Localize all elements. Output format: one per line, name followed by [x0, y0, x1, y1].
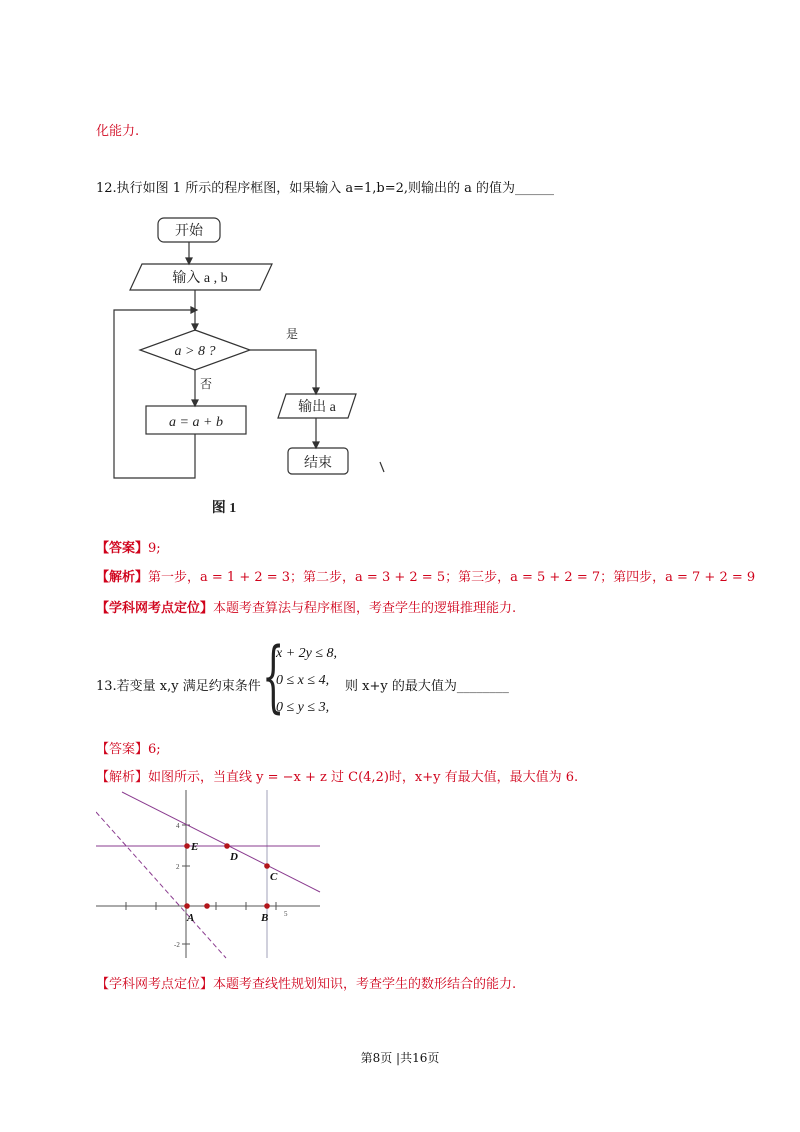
q12-answer-label: 【答案】 [96, 541, 149, 556]
q13-analysis [96, 766, 578, 785]
tick-label-5: 5 [284, 910, 288, 918]
q12-analysis-label: 【解析】 [96, 570, 149, 585]
q12-point [96, 597, 516, 616]
flowchart-condition-label: a > 8 ? [174, 344, 216, 359]
q13-answer [96, 738, 161, 757]
point-c [264, 863, 270, 869]
linear-programming-graph [96, 790, 324, 960]
q13-answer-value: 6; [148, 742, 161, 757]
label-d: D [230, 851, 238, 863]
tick-label-4: 4 [176, 822, 180, 830]
flowchart-output-label: 输出 a [298, 400, 336, 415]
flowchart-no-label: 否 [200, 377, 213, 391]
q12-answer [96, 537, 161, 556]
q13-point-text: 本题考查线性规划知识，考查学生的数形结合的能力. [213, 977, 517, 992]
flowchart-end-label: 结束 [304, 456, 332, 471]
constraint-3: 0 ≤ y ≤ 3, [276, 700, 330, 715]
label-e: E [191, 841, 199, 853]
q13-answer-label: 【答案】 [96, 742, 149, 757]
flowchart-input-label: 输入 a , b [172, 271, 228, 286]
label-a: A [187, 912, 195, 924]
flowchart-start-label: 开始 [175, 224, 203, 239]
question-12: 12.执行如图 1 所示的程序框图，如果输入 a=1,b=2,则输出的 a 的值为______ [96, 181, 555, 196]
continued-text: 化能力. [96, 124, 140, 139]
q13-analysis-text: 如图所示，当直线 y = −x + z 过 C(4,2)时，x+y 有最大值，最大值为 6. [148, 770, 579, 785]
label-c: C [270, 871, 278, 883]
tick-label-neg2: -2 [174, 941, 180, 949]
q12-point-text: 本题考查算法与程序框图，考查学生的逻辑推理能力. [213, 601, 517, 616]
point-b [264, 903, 270, 909]
label-b: B [261, 912, 269, 924]
flowchart-caption: 图 1 [211, 501, 237, 516]
q12-analysis [96, 566, 755, 585]
q12-point-label: 【学科网考点定位】 [96, 601, 214, 616]
tick-label-2: 2 [176, 863, 180, 871]
point-mid [204, 903, 210, 909]
q13-point-label: 【学科网考点定位】 [96, 977, 214, 992]
flowchart [100, 210, 390, 520]
objective-line [96, 812, 226, 958]
q13-analysis-label: 【解析】 [96, 770, 149, 785]
question-13-suffix: 则 x+y 的最大值为________ [345, 679, 509, 694]
constraint-1: x + 2y ≤ 8, [276, 646, 338, 661]
page-footer: 第8页 |共16页 [360, 1051, 440, 1065]
q12-analysis-text: 第一步，a = 1 + 2 = 3；第二步，a = 3 + 2 = 5；第三步，a = 5 + 2 = 7；第四步，a = 7 + 2 = 9 [148, 570, 756, 585]
flowchart-yes-label: 是 [286, 327, 299, 341]
line-x-plus-2y-8 [122, 792, 320, 892]
question-13-prefix: 13.若变量 x,y 满足约束条件 [96, 679, 261, 694]
flowchart-process-label: a = a + b [169, 415, 223, 430]
q13-point [96, 973, 516, 992]
constraint-2: 0 ≤ x ≤ 4, [276, 673, 330, 688]
brace-symbol: { [262, 632, 285, 722]
point-e [184, 843, 190, 849]
q12-answer-value: 9; [148, 541, 161, 556]
point-a [184, 903, 190, 909]
point-d [224, 843, 230, 849]
